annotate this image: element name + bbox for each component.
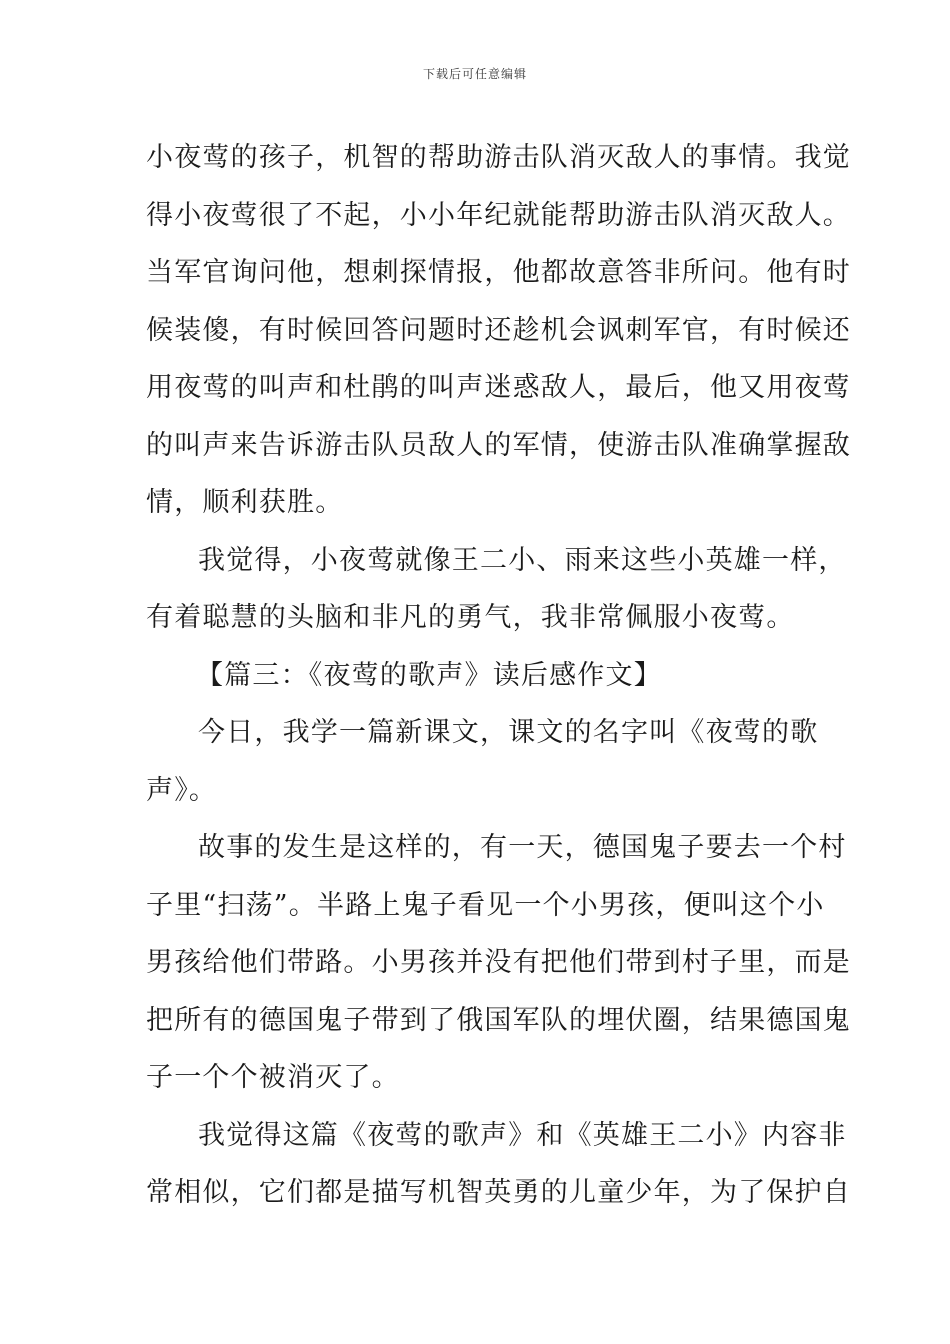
text-line: 子一个个被消灭了。: [146, 1062, 400, 1093]
text-line: 男孩给他们带路。小男孩并没有把他们带到村子里，而是: [146, 947, 851, 978]
body-text: [146, 129, 851, 1222]
text-line: 常相似，它们都是描写机智英勇的儿童少年，为了保护自: [146, 1177, 851, 1208]
text-line: 把所有的德国鬼子带到了俄国军队的埋伏圈，结果德国鬼: [146, 1004, 851, 1036]
paragraph-start-line: 故事的发生是这样的，有一天，德国鬼子要去一个村: [198, 832, 847, 863]
paragraph-start-line: 我觉得，小夜莺就像王二小、雨来这些小英雄一样，: [198, 544, 847, 576]
section-heading: 【篇三：《夜莺的歌声》读后感作文】: [196, 659, 662, 691]
text-line: 用夜莺的叫声和杜鹃的叫声迷惑敌人，最后，他又用夜莺: [146, 372, 851, 403]
text-line: 的叫声来告诉游击队员敌人的军情，使游击队准确掌握敌: [146, 429, 851, 461]
page-header: 下载后可任意编辑: [422, 67, 527, 81]
text-line: 得小夜莺很了不起，小小年纪就能帮助游击队消灭敌人。: [146, 199, 851, 231]
paragraph-start-line: 今日，我学一篇新课文，课文的名字叫《夜莺的歌: [198, 717, 819, 748]
text-line: 声》。: [146, 774, 218, 806]
text-line: 有着聪慧的头脑和非凡的勇气，我非常佩服小夜莺。: [146, 602, 795, 633]
paragraph-start-line: 我觉得这篇《夜莺的歌声》和《英雄王二小》内容非: [198, 1119, 847, 1151]
text-line: 子里“扫荡”。半路上鬼子看见一个小男孩，便叫这个小: [146, 889, 825, 921]
text-line: 当军官询问他，想刺探情报，他都故意答非所问。他有时: [146, 257, 851, 288]
text-line: 情，顺利获胜。: [146, 487, 344, 518]
text-line: 候装傻，有时候回答问题时还趁机会讽刺军官，有时候还: [146, 314, 851, 346]
text-line: 小夜莺的孩子，机智的帮助游击队消灭敌人的事情。我觉: [146, 142, 851, 173]
